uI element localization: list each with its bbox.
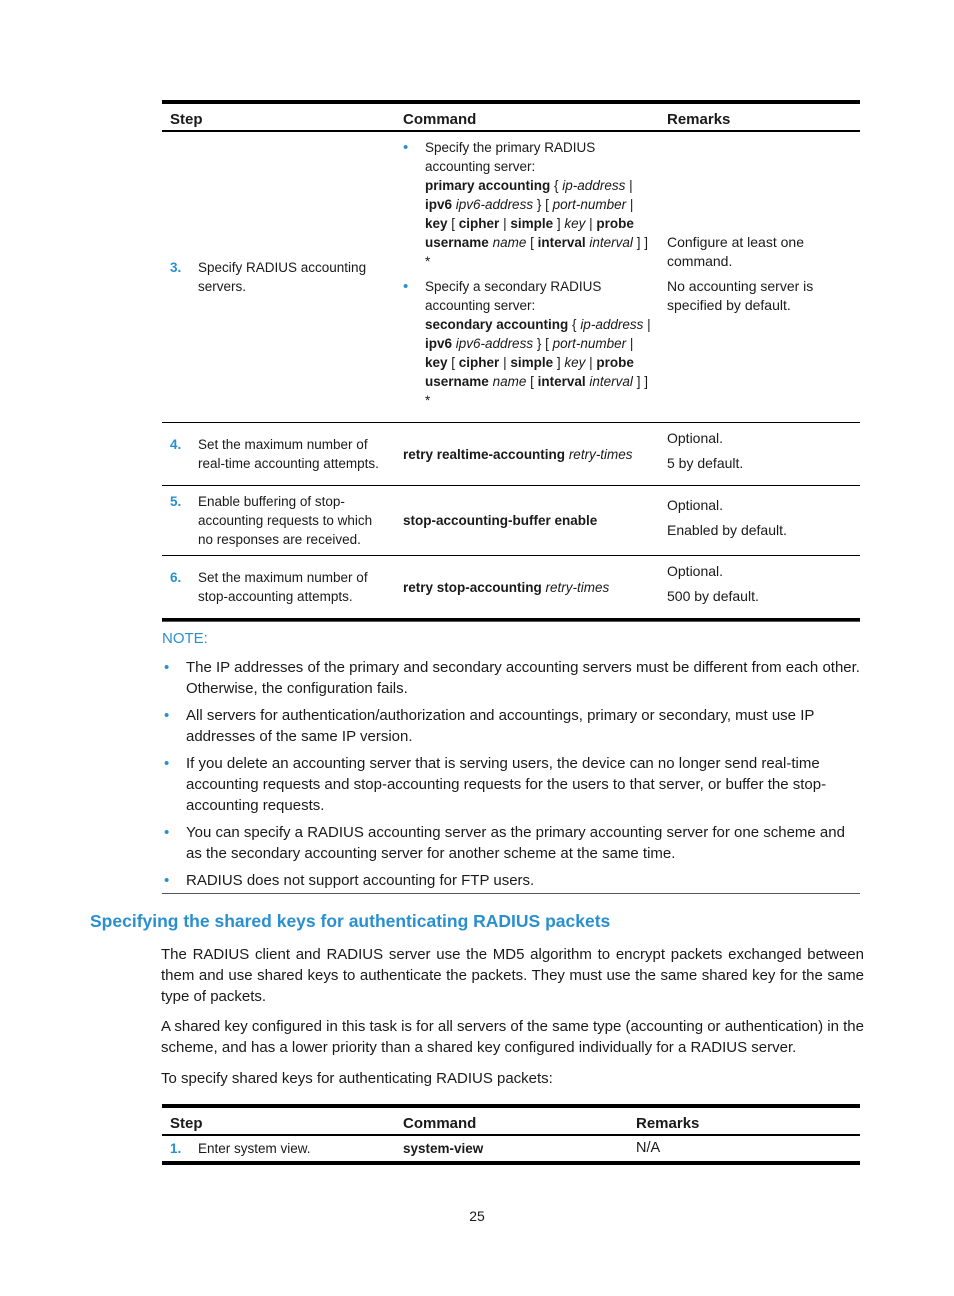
remarks-cell [659,131,860,423]
syntax-punct: ] ] * [425,235,648,269]
remark-text: Configure at least one command. [667,234,804,269]
remarks-cell [659,486,860,556]
table-row [162,556,860,621]
remark-text: Optional. [667,563,724,579]
command-intro: • Specify a secondary RADIUS accounting server: [425,279,602,313]
keyword: ipv6 [425,336,453,351]
remark-text: 500 by default. [667,588,759,604]
syntax-punct: ] [553,355,565,370]
table-header-row [162,102,860,131]
argument: key [564,355,586,370]
page-number: 25 [469,1208,485,1224]
command-syntax [403,445,651,464]
header-command: Command [395,1106,628,1135]
step-number: 4. [170,437,182,452]
command-item [425,138,651,271]
keyword: stop-accounting-buffer enable [403,513,598,528]
command-syntax [425,176,651,271]
step-text: Set the maximum number of real-time accounting attempts. [198,437,379,471]
command-cell [395,556,659,621]
keyword: ipv6 [425,197,453,212]
step-text: Specify RADIUS accounting servers. [198,260,367,294]
keyword: cipher [458,355,500,370]
note-item: • If you delete an accounting server that is serving users, the device can no longer send real-time accounting requests and stop-accounting requests for the users to that server, or buffer the stop-accounting requests. [186,753,860,816]
keyword: username [425,374,489,389]
remarks-cell: N/A [628,1135,860,1163]
note-box [162,621,860,894]
syntax-punct: ] [553,216,565,231]
step-cell [162,423,395,486]
step-number: 5. [170,494,182,509]
syntax-punct: | [585,355,597,370]
syntax-punct: | [643,317,651,332]
keyword: username [425,235,489,250]
keyword: cipher [458,216,500,231]
note-title: NOTE: [162,630,208,647]
note-item: • The IP addresses of the primary and secondary accounting servers must be different from each other. Otherwise, the configuration fails. [186,657,860,699]
command-list [403,138,651,410]
step-number: 6. [170,570,182,585]
syntax-punct: | [499,216,511,231]
header-remarks: Remarks [628,1106,860,1135]
section-heading: Specifying the shared keys for authenticating RADIUS packets [90,911,611,931]
body-paragraph: The RADIUS client and RADIUS server use the MD5 algorithm to encrypt packets exchanged between them and use shared keys to authenticate the packets. They must use the same shared key for the same type of packets. [161,946,864,1005]
argument: ip-address [580,317,644,332]
syntax-punct: [ [447,216,459,231]
note-item: • All servers for authentication/authorization and accountings, primary or secondary, must use IP addresses of the same IP version. [186,705,860,747]
command-intro: • Specify the primary RADIUS accounting server: [425,140,596,174]
argument: interval [589,374,633,389]
keyword: simple [510,216,554,231]
command-cell [395,423,659,486]
argument: ipv6-address [455,336,534,351]
note-list [162,657,860,891]
argument: port-number [552,197,627,212]
remark-text: Optional. [667,496,724,513]
note-item: • You can specify a RADIUS accounting server as the primary accounting server for one scheme and as the secondary accounting server for another scheme at the same time. [186,822,860,864]
step-cell [162,556,395,621]
header-remarks: Remarks [659,102,860,131]
syntax-punct: [ [526,374,538,389]
note-item: • RADIUS does not support accounting for FTP users. [186,870,860,891]
keyword: secondary accounting [425,317,569,332]
syntax-punct: } [ [533,197,553,212]
syntax-punct: | [626,336,634,351]
command-syntax [403,578,651,597]
syntax-punct: | [625,178,633,193]
remark-text: 5 by default. [667,455,744,471]
keyword: probe [596,216,634,231]
header-step: Step [162,102,395,131]
syntax-punct: | [626,197,634,212]
table-row [162,131,860,423]
remark-text: No accounting server is specified by default. [667,278,814,313]
syntax-punct: { [550,178,563,193]
syntax-punct: [ [447,355,459,370]
body-paragraph: A shared key configured in this task is for all servers of the same type (accounting or authentication) in the scheme, and has a lower priority than a shared key configured individually for a RADIUS server. [161,1018,864,1056]
syntax-punct: ] ] * [425,374,648,408]
argument: retry-times [545,579,610,595]
step-number: 3. [170,260,182,275]
remarks-cell [659,423,860,486]
remarks-cell [659,556,860,621]
table-header-row [162,1106,860,1135]
remark-text: Enabled by default. [667,521,787,538]
argument: ipv6-address [455,197,534,212]
syntax-punct: } [ [533,336,553,351]
step-text: Enter system view. [198,1141,311,1156]
step-cell [162,1135,395,1163]
syntax-punct: | [585,216,597,231]
keyword: retry stop-accounting [403,579,542,595]
argument: name [492,235,527,250]
keyword: key [425,355,448,370]
keyword: probe [596,355,634,370]
table-row [162,1135,860,1163]
keyword: interval [537,235,586,250]
header-command: Command [395,102,659,131]
table-row [162,486,860,556]
step-cell [162,131,395,423]
command-table-accounting-servers [162,100,860,622]
command-cell [395,131,659,423]
command-table-system-view [162,1104,860,1165]
syntax-punct: { [568,317,581,332]
header-step: Step [162,1106,395,1135]
keyword: interval [537,374,586,389]
command-syntax [425,315,651,410]
syntax-punct: | [499,355,511,370]
table-row [162,423,860,486]
step-number: 1. [170,1141,182,1156]
keyword: simple [510,355,554,370]
command-syntax: system-view [403,1141,484,1156]
argument: port-number [552,336,627,351]
body-paragraph: To specify shared keys for authenticating RADIUS packets: [161,1070,553,1087]
command-cell [395,486,659,556]
step-text: Set the maximum number of stop-accounting attempts. [198,570,368,604]
argument: name [492,374,527,389]
argument: ip-address [562,178,626,193]
remark-text: Optional. [667,430,724,446]
argument: retry-times [568,446,633,462]
keyword: primary accounting [425,178,551,193]
command-cell [395,1135,628,1163]
keyword: key [425,216,448,231]
command-syntax [403,511,651,530]
command-item [425,277,651,410]
argument: key [564,216,586,231]
argument: interval [589,235,633,250]
syntax-punct: [ [526,235,538,250]
step-cell [162,486,395,556]
step-text: Enable buffering of stop-accounting requests to which no responses are received. [198,494,373,547]
keyword: retry realtime-accounting [403,446,566,462]
